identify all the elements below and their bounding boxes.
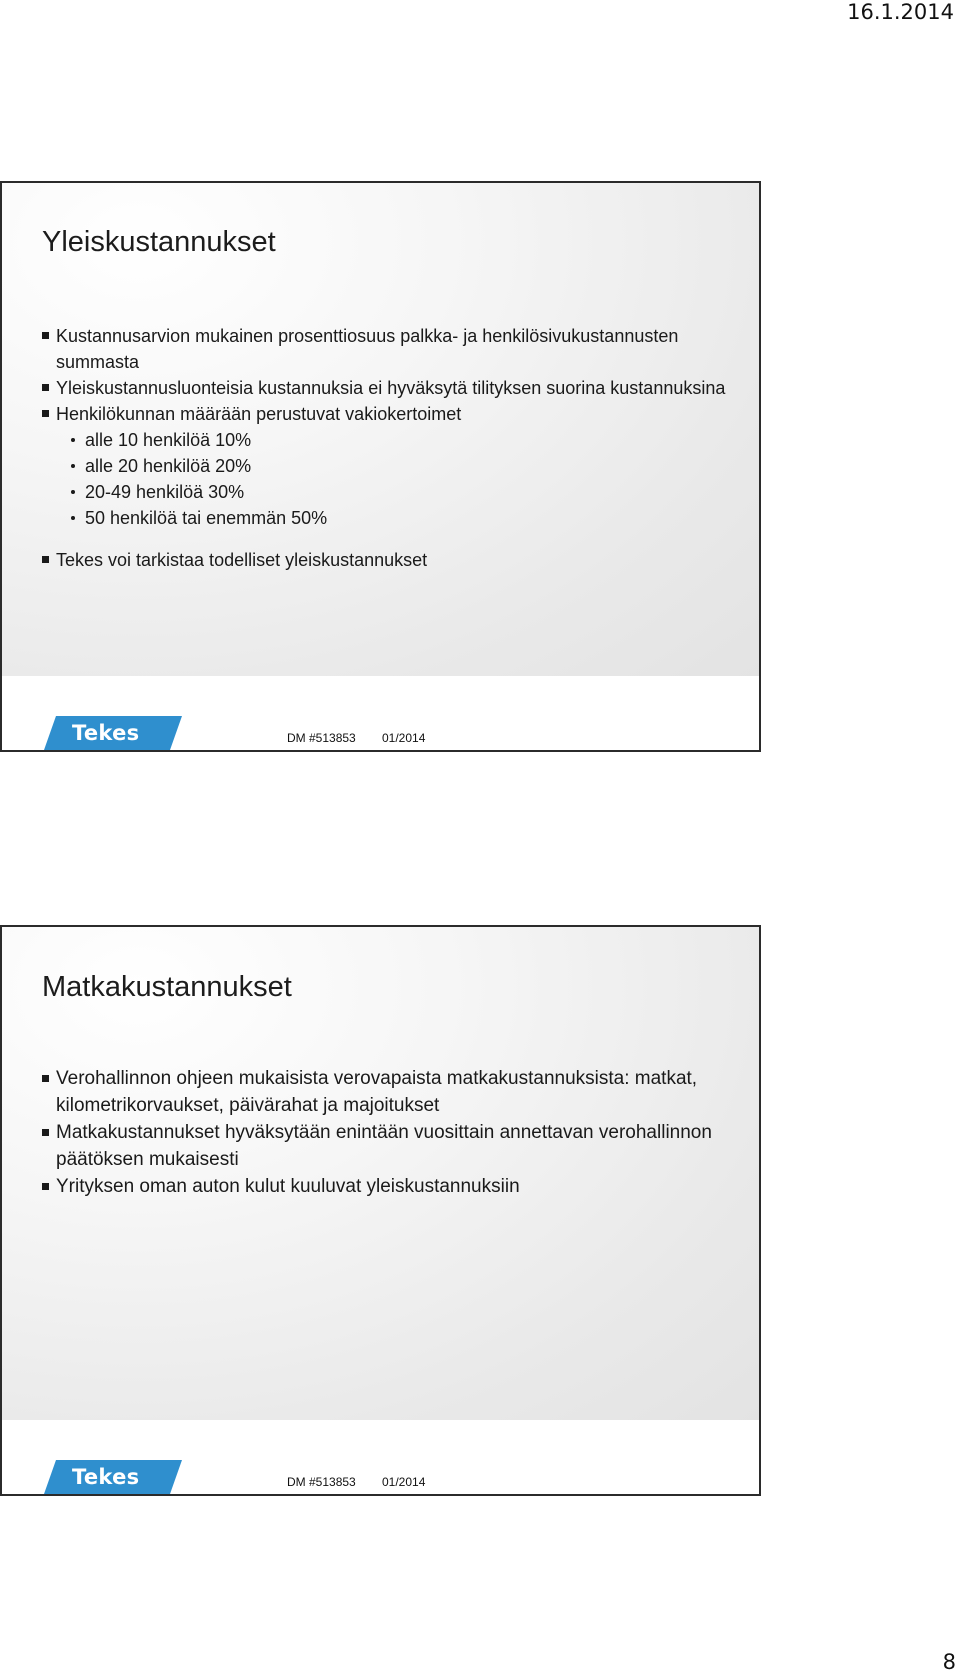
tekes-logo [44, 716, 182, 750]
page-number: 8 [942, 1650, 956, 1674]
document-reference: DM #513853 [287, 1475, 356, 1489]
page-date: 16.1.2014 [847, 0, 954, 24]
bullet-item: Yleiskustannusluonteisia kustannuksia ei hyväksytä tilityksen suorina kustannuksina [42, 375, 729, 401]
document-date: 01/2014 [382, 1475, 426, 1489]
tekes-logo-text: Tekes [72, 721, 140, 745]
bullet-item: Tekes voi tarkistaa todelliset yleiskustannukset [42, 547, 729, 573]
slide-title: Matkakustannukset [42, 971, 292, 1003]
slide-yleiskustannukset [0, 181, 761, 752]
slide-title: Yleiskustannukset [42, 226, 276, 258]
tekes-logo [44, 1460, 182, 1494]
sub-bullet-item: 20-49 henkilöä 30% [42, 479, 729, 505]
document-reference: DM #513853 [287, 731, 356, 745]
slide-body [2, 183, 759, 678]
bullet-item: Matkakustannukset hyväksytään enintään vuosittain annettavan verohallinnon päätöksen mukaisesti [42, 1119, 729, 1173]
slide-body [2, 927, 759, 1422]
bullet-item: Kustannusarvion mukainen prosenttiosuus palkka- ja henkilösivukustannusten summasta [42, 323, 729, 375]
sub-bullet-item: alle 20 henkilöä 20% [42, 453, 729, 479]
bullet-list [42, 323, 729, 573]
document-date: 01/2014 [382, 731, 426, 745]
bullet-item: Yrityksen oman auton kulut kuuluvat yleiskustannuksiin [42, 1173, 729, 1200]
slide-footer [2, 1420, 759, 1494]
sub-bullet-item: 50 henkilöä tai enemmän 50% [42, 505, 729, 531]
sub-bullet-item: alle 10 henkilöä 10% [42, 427, 729, 453]
tekes-logo-text: Tekes [72, 1465, 140, 1489]
slide-footer [2, 676, 759, 750]
slide-matkakustannukset [0, 925, 761, 1496]
bullet-item: Verohallinnon ohjeen mukaisista verovapaista matkakustannuksista: matkat, kilometrikorvaukset, päivärahat ja majoitukset [42, 1065, 729, 1119]
bullet-list [42, 1065, 729, 1200]
bullet-item: Henkilökunnan määrään perustuvat vakiokertoimet [42, 401, 729, 427]
